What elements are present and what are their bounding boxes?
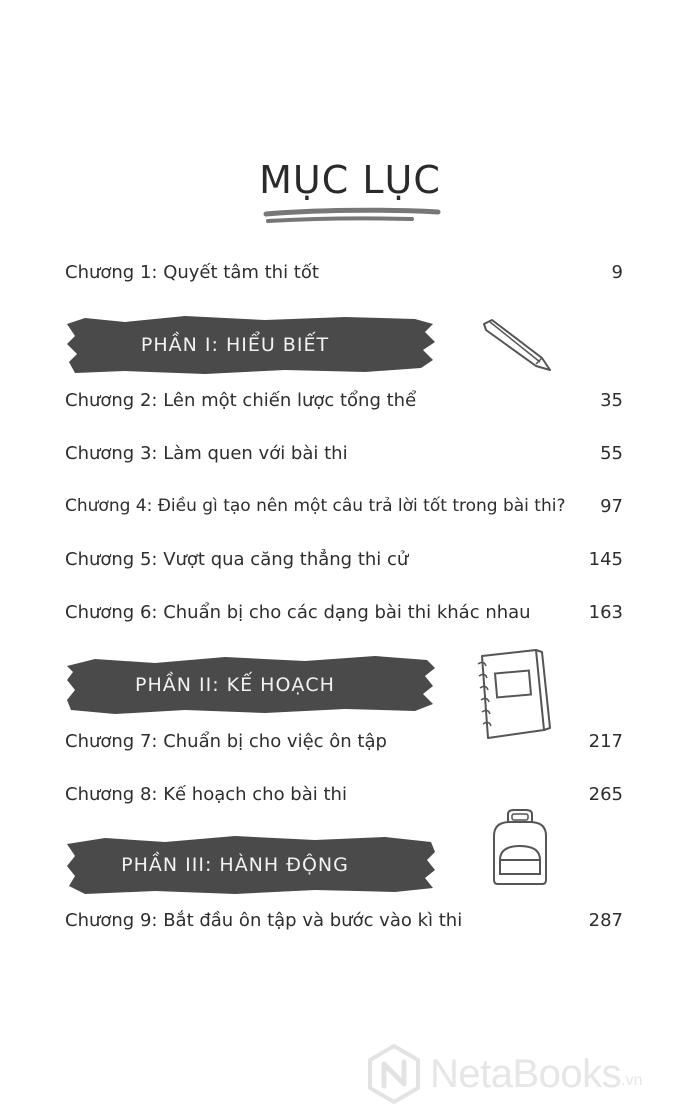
chapter-title: Chương 5: Vượt qua căng thẳng thi cử	[65, 548, 409, 570]
chapter-title: Chương 3: Làm quen với bài thi	[65, 442, 348, 464]
page-number: 35	[600, 389, 623, 411]
part-title: PHẦN II: KẾ HOẠCH	[135, 674, 335, 696]
chapter-title: Chương 2: Lên một chiến lược tổng thể	[65, 389, 417, 411]
page-number: 265	[588, 783, 623, 805]
part-banner-1	[65, 314, 437, 376]
page-title: MỤC LỤC	[259, 158, 441, 202]
watermark-suffix: .vn	[621, 1072, 643, 1089]
page-number: 287	[588, 909, 623, 931]
chapter-title: Chương 8: Kế hoạch cho bài thi	[65, 783, 347, 805]
pen-icon	[478, 318, 554, 374]
netabooks-logo-icon	[366, 1044, 422, 1104]
toc-entry-chapter-3[interactable]	[65, 438, 623, 468]
watermark	[366, 1044, 643, 1104]
toc-entry-chapter-9[interactable]	[65, 905, 623, 935]
toc-entry-chapter-5[interactable]	[65, 544, 623, 574]
toc-entry-chapter-4[interactable]	[65, 491, 623, 521]
part-banner-2	[65, 654, 437, 716]
page-number: 217	[588, 730, 623, 752]
part-banner-3	[65, 834, 437, 896]
part-title: PHẦN I: HIỂU BIẾT	[140, 334, 330, 356]
backpack-icon	[484, 808, 556, 888]
page-number: 9	[611, 261, 623, 283]
watermark-brand: NetaBooks	[430, 1051, 622, 1096]
chapter-title: Chương 9: Bắt đầu ôn tập và bước vào kì thi	[65, 909, 463, 931]
part-title: PHẦN III: HÀNH ĐỘNG	[121, 854, 349, 876]
page-number: 163	[588, 601, 623, 623]
page-number: 97	[600, 495, 623, 517]
toc-entry-chapter-8[interactable]	[65, 779, 623, 809]
chapter-title: Chương 4: Điều gì tạo nên một câu trả lời tốt trong bài thi?	[65, 496, 566, 516]
page-number: 55	[600, 442, 623, 464]
toc-entry-chapter-7[interactable]	[65, 726, 623, 756]
chapter-title: Chương 7: Chuẩn bị cho việc ôn tập	[65, 730, 387, 752]
chapter-title: Chương 1: Quyết tâm thi tốt	[65, 261, 319, 283]
chapter-title: Chương 6: Chuẩn bị cho các dạng bài thi khác nhau	[65, 601, 531, 623]
toc-entry-chapter-2[interactable]	[65, 385, 623, 415]
title-underline	[262, 206, 442, 226]
page-number: 145	[588, 548, 623, 570]
toc-entry-chapter-1[interactable]	[65, 257, 623, 287]
toc-entry-chapter-6[interactable]	[65, 597, 623, 627]
